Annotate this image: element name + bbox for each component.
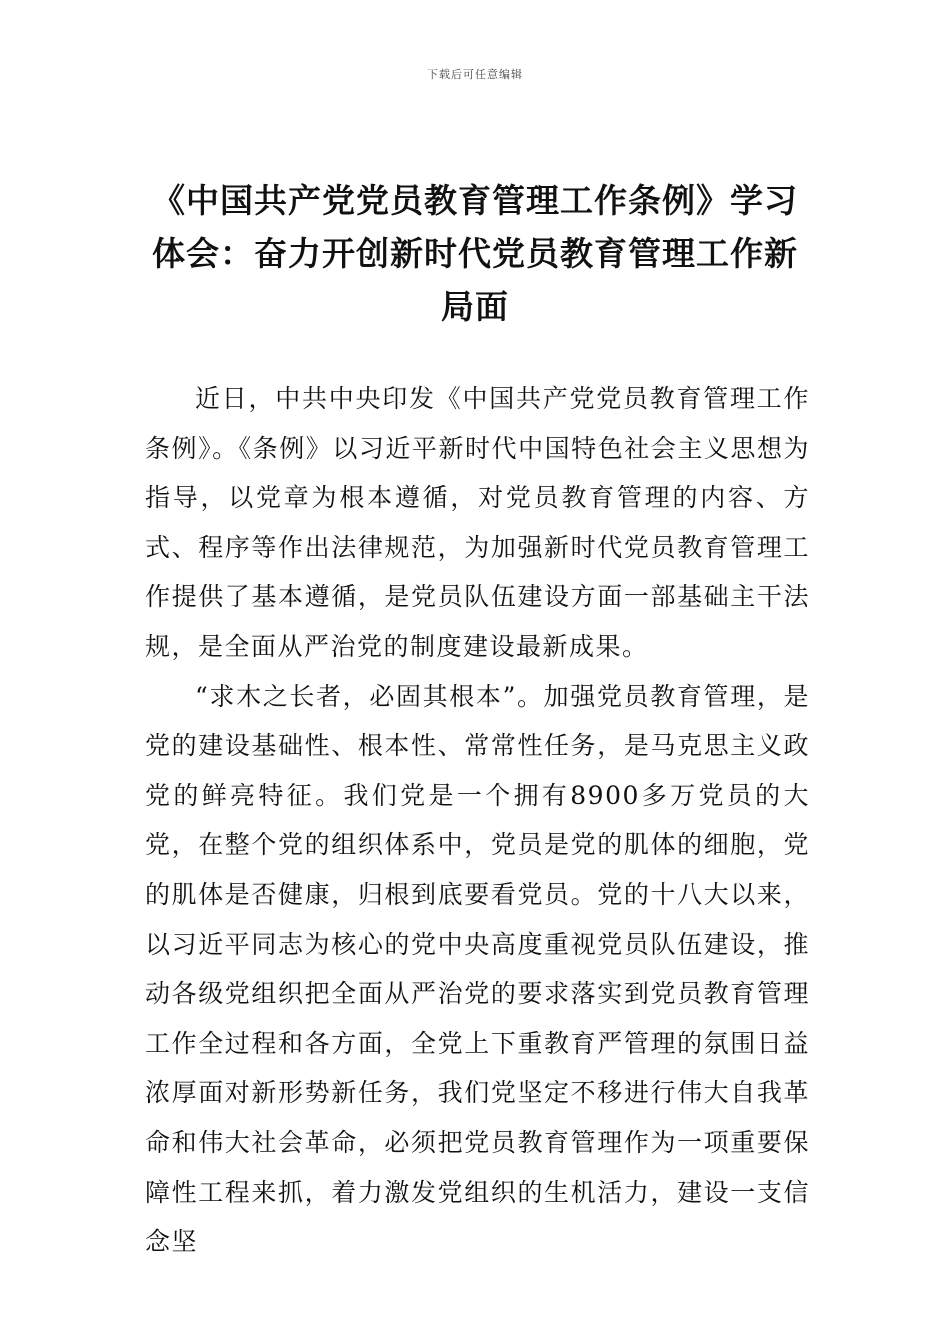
document-title: 《中国共产党党员教育管理工作条例》学习体会：奋力开创新时代党员教育管理工作新局面 <box>152 181 798 326</box>
header-note: 下载后可任意编辑 <box>427 68 523 81</box>
paragraph-1: 近日，中共中央印发《中国共产党党员教育管理工作条例》。《条例》以习近平新时代中国特色社会主义思想为指导，以党章为根本遵循，对党员教育管理的内容、方式、程序等作出法律规范，为加强新时代党员教育管理工作提供了基本遵循，是党员队伍建设方面一部基础主干法规，是全面从严治党的制度建设最新成果。 <box>145 384 810 661</box>
document-body <box>145 374 810 1267</box>
paragraph-2: “求木之长者，必固其根本”。加强党员教育管理，是党的建设基础性、根本性、常常性任务，是马克思主义政党的鲜亮特征。我们党是一个拥有8900多万党员的大党，在整个党的组织体系中，党员是党的肌体的细胞，党的肌体是否健康，归根到底要看党员。党的十八大以来，以习近平同志为核心的党中央高度重视党员队伍建设，推动各级党组织把全面从严治党的要求落实到党员教育管理工作全过程和各方面，全党上下重教育严管理的氛围日益浓厚面对新形势新任务，我们党坚定不移进行伟大自我革命和伟大社会革命，必须把党员教育管理作为一项重要保障性工程来抓，着力激发党组织的生机活力，建设一支信念坚 <box>145 681 810 1257</box>
